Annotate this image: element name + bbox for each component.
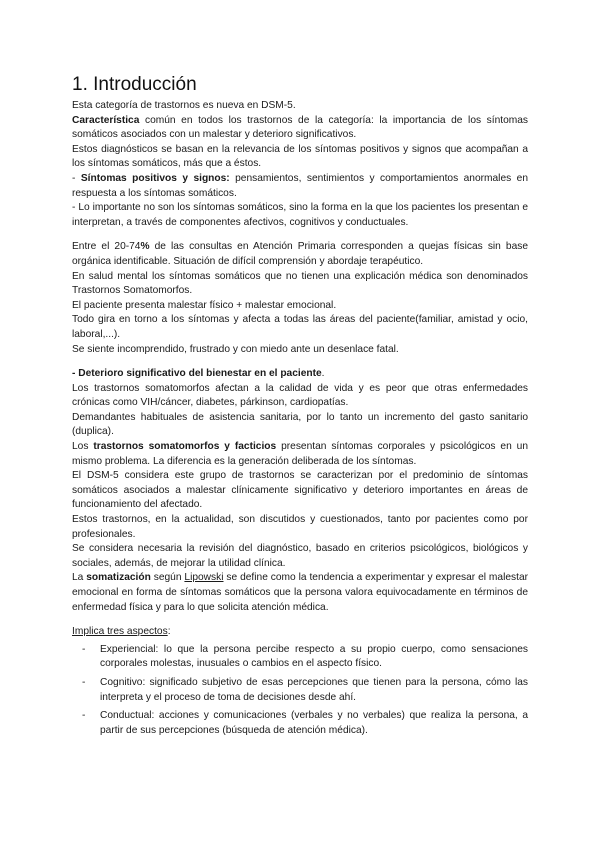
dsm5-paragraph: El DSM-5 considera este grupo de trastornos se caracterizan por el predominio de síntomas somáticos asociados a malestar clínicamente significativo y deterioro importantes en áreas de funcionamiento del afectado. <box>72 470 528 511</box>
aspectos-heading <box>72 625 528 640</box>
prevalencia-paragraph <box>72 240 528 269</box>
sintomas-paragraph <box>72 172 528 201</box>
somatizacion-text-b: según <box>150 572 185 584</box>
deterioro-term: - Deterioro significativo del bienestar en el paciente <box>72 368 322 380</box>
sintomas-dash: - <box>72 172 81 184</box>
paciente-paragraph: El paciente presenta malestar físico + malestar emocional. <box>72 299 337 311</box>
caracteristica-paragraph <box>72 114 528 143</box>
sintomas-term: Síntomas positivos y signos: <box>80 172 230 184</box>
salud-mental-paragraph: En salud mental los síntomas somáticos que no tienen una explicación médica son denominados Trastornos Somatomorfos. <box>72 270 528 297</box>
list-item <box>72 643 528 672</box>
bullet-dash: - <box>82 676 86 688</box>
caracteristica-text: común en todos los trastornos de la categoría: la importancia de los síntomas somáticos asociados con un malestar y deterioro significativos. <box>72 114 528 141</box>
prevalencia-text-b: de las consultas en Atención Primaria corresponden a quejas físicas sin base orgánica identificable. Situación de difícil comprensión y abordaje terapéutico. <box>72 241 528 267</box>
importante-paragraph: - Lo importante no son los síntomas somáticos, sino la forma en la que los pacientes los presentan e interpretan, a través de componentes afectivos, cognitivos y conductuales. <box>72 202 528 228</box>
sintomas-text: pensamientos, sentimientos y comportamientos anormales en respuesta a los síntomas somáticos. <box>72 172 528 199</box>
list-item-text: Experiencial: lo que la persona percibe respecto a su propio cuerpo, como sensaciones corporales molestas, inusuales o cambios en el aspecto físico. <box>100 643 528 670</box>
prevalencia-percent: % <box>140 241 150 253</box>
somatizacion-paragraph <box>72 571 528 615</box>
lipowski-reference: Lipowski <box>184 572 224 584</box>
somatizacion-text-c: se define como la tendencia a experimentar y expresar el malestar emocional en forma de síntomas somáticos que la persona valora equivocadamente en términos de enfermedad física y para lo que solicita atención médica. <box>72 572 528 613</box>
deterioro-heading <box>72 367 528 382</box>
list-item-text: Conductual: acciones y comunicaciones (verbales y no verbales) que realiza la persona, a partir de sus percepciones (búsqueda de atención médica). <box>100 710 528 736</box>
facticios-text-a: Los <box>72 441 94 453</box>
list-item <box>72 709 528 738</box>
page-title: 1. Introducción <box>72 74 197 95</box>
somatizacion-term: somatización <box>86 572 151 584</box>
aspectos-heading-text: Implica tres aspectos <box>72 626 168 638</box>
todo-gira-paragraph: Todo gira en torno a los síntomas y afecta a todas las áreas del paciente(familiar, amistad y ocio, laboral,...). <box>72 314 528 340</box>
somatizacion-text-a: La <box>72 572 87 584</box>
aspectos-heading-colon: : <box>167 626 171 638</box>
demandantes-paragraph: Demandantes habituales de asistencia sanitaria, por lo tanto un incremento del gasto sanitario (duplica). <box>72 411 528 438</box>
bullet-dash: - <box>82 643 86 655</box>
list-item <box>72 676 528 705</box>
list-item-text: Cognitivo: significado subjetivo de esas percepciones que tienen para la persona, cómo las interpreta y el proceso de toma de decisiones desde ahí. <box>100 676 528 703</box>
se-siente-paragraph: Se siente incomprendido, frustrado y con miedo ante un desenlace fatal. <box>72 343 399 355</box>
caracteristica-term: Característica <box>72 114 140 126</box>
intro-line: Esta categoría de trastornos es nueva en DSM-5. <box>72 100 296 111</box>
discutidos-paragraph: Estos trastornos, en la actualidad, son discutidos y cuestionados, tanto por pacientes como por profesionales. <box>72 514 528 540</box>
facticios-term: trastornos somatomorfos y facticios <box>93 441 277 453</box>
facticios-text-b: presentan síntomas corporales y psicológicos en un mismo problema. La diferencia es la generación deliberada de los síntomas. <box>72 441 529 467</box>
document-page <box>72 72 528 742</box>
diagnosticos-paragraph: Estos diagnósticos se basan en la relevancia de los síntomas positivos y signos que acompañan a los síntomas somáticos, más que a éstos. <box>72 143 528 170</box>
facticios-paragraph <box>72 440 528 469</box>
deterioro-dot: . <box>321 368 325 380</box>
trastornos-paragraph: Los trastornos somatomorfos afectan a la calidad de vida y es peor que otras enfermedades crónicas como VIH/cáncer, diabetes, párkinson, cardiopatías. <box>72 382 528 409</box>
revision-paragraph: Se considera necesaria la revisión del diagnóstico, basado en criterios psicológicos, biológicos y sociales, además, de mejorar la utilidad clínica. <box>72 543 528 569</box>
aspectos-list <box>72 643 528 739</box>
prevalencia-text-a: Entre el 20-74 <box>72 241 141 253</box>
bullet-dash: - <box>82 710 86 722</box>
